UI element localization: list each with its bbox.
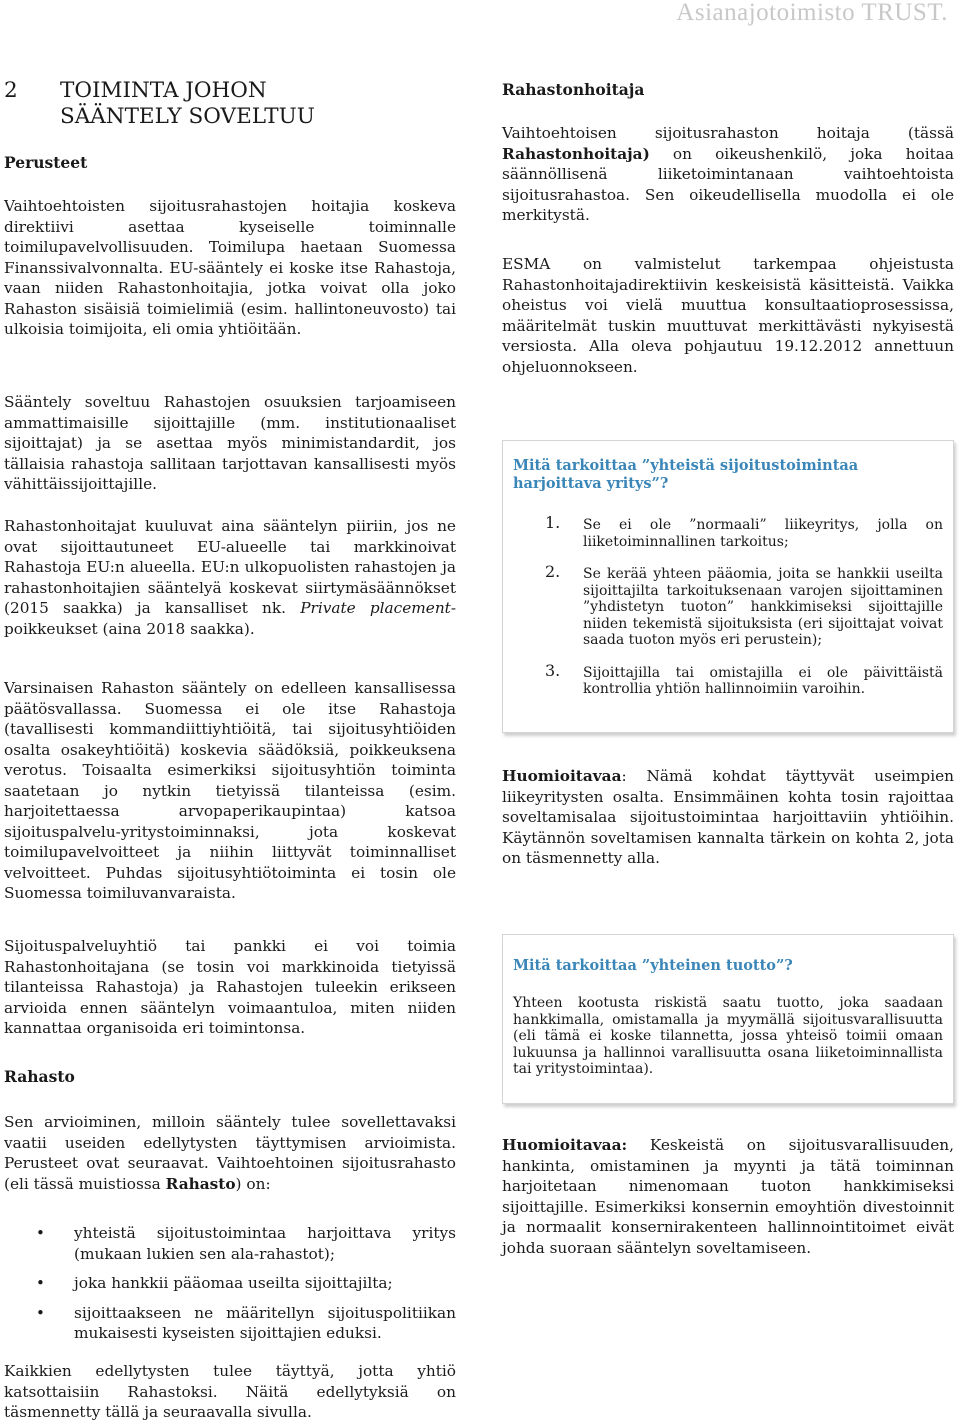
- section-number: 2: [4, 78, 18, 103]
- paragraph-investment-firm: Sijoituspalveluyhtiö tai pankki ei voi toimia Rahastonhoitajana (se tosin voi markkinoida tietyissä tilanteissa Rahastoja) ja Rahastojen tuleekin erikseen arvioida ennen sääntelyn voimaantuloa, miten niiden kannattaa organisoida eri toimintonsa.: [4, 937, 456, 1037]
- list-item: [4, 1303, 456, 1344]
- firm-name-header: Asianajotoimisto TRUST.: [676, 0, 948, 26]
- note-1-text: : Nämä kohdat täyttyvät useimpien liikeyritysten osalta. Ensimmäinen kohta tosin rajoittaa soveltamisalaa sijoitustoimintaa harjoittaviin yhtiöihin. Käytännön soveltamisen kannalta tärkein on kohta 2, jota on täsmennetty alla.: [502, 767, 954, 867]
- paragraph-note-2: [502, 1135, 954, 1258]
- info-box-title: Mitä tarkoittaa ”yhteinen tuotto”?: [513, 957, 793, 974]
- bullet-icon: •: [36, 1224, 45, 1242]
- info-box-common-return: [502, 934, 954, 1104]
- info-box-text: Yhteen kootusta riskistä saatu tuotto, joka saadaan hankkimalla, omistamalla ja myymällä sijoitusvarallisuutta (eli tämä ei koske tilannetta, jossa yhteisö toimii omaan lukuunsa ja hallinnoi varallisuutta osana liiketoiminnallista tai yritystoimintaa).: [513, 995, 943, 1077]
- bullet-icon: •: [36, 1274, 45, 1292]
- list-item: [4, 1223, 456, 1264]
- p6-main: Sen arvioiminen, milloin sääntely tulee sovellettavaksi vaatii useiden edellytysten täyttymisen arvioimista. Perusteet ovat seuraavat. Vaihtoehtoinen sijoitusrahasto (eli tässä muistiossa: [4, 1113, 456, 1193]
- list-item: [545, 660, 943, 698]
- list-item: [545, 513, 943, 550]
- bullet-text: joka hankkii pääomaa useilta sijoittajilta;: [74, 1274, 393, 1292]
- paragraph-note-1: [502, 766, 954, 869]
- paragraph-esma: ESMA on valmistelut tarkempaa ohjeistusta Rahastonhoitajadirektiivin keskeisistä käsitteistä. Vaikka oheistus voi vielä muuttua konsultaatioprosessissa, määritelmät tuskin muuttuvat merkittävästi nykyisestä versiosta. Alla oleva pohjautuu 19.12.2012 annettuun ohjeluonnokseen.: [502, 255, 954, 376]
- p3-italic: Private placement: [300, 599, 451, 617]
- item-text: Se kerää yhteen pääomia, joita se hankkii useilta sijoittajilta tarkoituksenaan varojen sijoittaminen ”yhdistetyn tuoton” hankkimiseksi sijoittajille niiden tekemistä sijoituksista (eri sijoittajat voivat saada tuoton myös eri perustein);: [583, 566, 943, 648]
- section-title-text: [60, 78, 460, 130]
- p6-end: ) on:: [235, 1174, 271, 1193]
- item-number: 1.: [545, 513, 561, 532]
- list-item: [4, 1273, 456, 1294]
- r1-a: Vaihtoehtoisen sijoitusrahaston hoitaja (tässä: [502, 124, 954, 142]
- paragraph-regulation-scope: Sääntely soveltuu Rahastojen osuuksien tarjoamiseen ammattimaisille sijoittajille (mm. institutionaaliset sijoittajat) ja se asettaa myös minimistandardit, jos tällaisia rahastoja sallitaan tarjottavan kansallisesti myös vähittäissijoittajille.: [4, 393, 456, 493]
- paragraph-manager-definition: [502, 123, 954, 226]
- item-number: 2.: [545, 562, 561, 581]
- section-title-line-2: SÄÄNTELY SOVELTUU: [60, 104, 315, 129]
- list-item: [545, 562, 943, 649]
- info-box-collective-investment: [502, 440, 954, 733]
- rahasto-heading: Rahasto: [4, 1067, 75, 1086]
- note-2-label: Huomioitavaa:: [502, 1136, 628, 1154]
- paragraph-eu-area: [4, 516, 456, 639]
- item-text: Sijoittajilla tai omistajilla ei ole päivittäistä kontrollia yhtiön hallinnoimiin varoihin.: [583, 664, 943, 697]
- item-text: Se ei ole ”normaali” liikeyritys, jolla on liiketoiminnallinen tarkoitus;: [583, 517, 943, 550]
- r1-b: on oikeushenkilö, joka hoitaa säännöllisenä liiketoimintanaan vaihtoehtoista sijoitusrahastoa. Sen oikeudellisella muodolla ei ole merkitystä.: [502, 144, 954, 224]
- item-number: 3.: [545, 660, 561, 680]
- r1-bold: Rahastonhoitaja): [502, 144, 650, 163]
- bullet-text: yhteistä sijoitustoimintaa harjoittava yritys (mukaan lukien sen ala-rahastot);: [74, 1224, 456, 1263]
- bullet-icon: •: [36, 1303, 45, 1322]
- section-title-line-1: TOIMINTA JOHON: [60, 78, 267, 103]
- fund-criteria-list: [4, 1223, 456, 1353]
- paragraph-directive: Vaihtoehtoisten sijoitusrahastojen hoitajia koskeva direktiivi asettaa kyseiselle toiminnalle toimilupavelvollisuuden. Toimilupa haetaan Suomessa Finanssivalvonnalta. EU-sääntely ei koske itse Rahastoja, vaan niiden Rahastonhoitajia, jotka voivat olla joko Rahaston sisäisiä toimielimiä (esim. hallintoneuvosto) tai ulkoisia toimijoita, eli omia yhtiöitään.: [4, 197, 456, 338]
- rahastonhoitaja-heading: Rahastonhoitaja: [502, 80, 645, 99]
- p3-end: -poikkeukset (aina 2018 saakka).: [4, 599, 456, 638]
- paragraph-conclusion: Kaikkien edellytysten tulee täyttyä, jotta yhtiö katsottaisiin Rahastoksi. Näitä edellytyksiä on täsmennetty tällä ja seuraavalla sivulla.: [4, 1362, 456, 1421]
- p3-main: Rahastonhoitajat kuuluvat aina sääntelyn piiriin, jos ne ovat sijoittautuneet EU-alueelle tai markkinoivat Rahastoja EU:n alueella. EU:n ulkopuolisten rahastojen ja rahastonhoitajien sääntelyä koskevat siirtymäsäännökset (2015 saakka) ja kansalliset nk.: [4, 517, 456, 617]
- paragraph-national-regulation: Varsinaisen Rahaston sääntely on edelleen kansallisessa päätösvallassa. Suomessa ei ole itse Rahastoja (tavallisesti kommandiittiyhtiöitä, tai sijoitusyhtiöiden osalta osakeyhtiöitä) koskevia säädöksiä, poikkeuksena verotus. Toisaalta esimerkiksi sijoitusyhtiön toiminta saatetaan jo nytkin tietyissä tilanteissa (esim. harjoitettaessa arvopaperikaupintaa) katsoa sijoituspalvelu-yritystoiminnaksi, jota koskevat toimilupavelvoitteet ja niihin liittyvät toiminnalliset velvoitteet. Puhdas sijoitusyhtiötoiminta ei tosin ole Suomessa toimiluvanvaraista.: [4, 679, 456, 902]
- criteria-numbered-list: [513, 513, 943, 698]
- bullet-text: sijoittaakseen ne määritellyn sijoituspolitiikan mukaisesti kyseisten sijoittajien eduksi.: [74, 1303, 456, 1342]
- note-2-text: Keskeistä on sijoitusvarallisuuden, hankinta, omistaminen ja myynti ja tätä toiminnan harjoitetaan nimenomaan tuoton hankkimiseksi sijoittajille. Esimerkiksi konsernin emoyhtiön divestoinnit ja normaalit konsernirakenteen hallinnointitoimet eivät johda suoraan sääntelyn soveltamiseen.: [502, 1136, 954, 1257]
- note-1-label: Huomioitavaa: [502, 767, 622, 785]
- paragraph-fund-definition: [4, 1112, 456, 1194]
- p6-bold: Rahasto: [165, 1174, 236, 1193]
- perusteet-heading: Perusteet: [4, 153, 88, 172]
- info-box-title: Mitä tarkoittaa ”yhteistä sijoitustoimintaa harjoittava yritys”?: [513, 457, 859, 492]
